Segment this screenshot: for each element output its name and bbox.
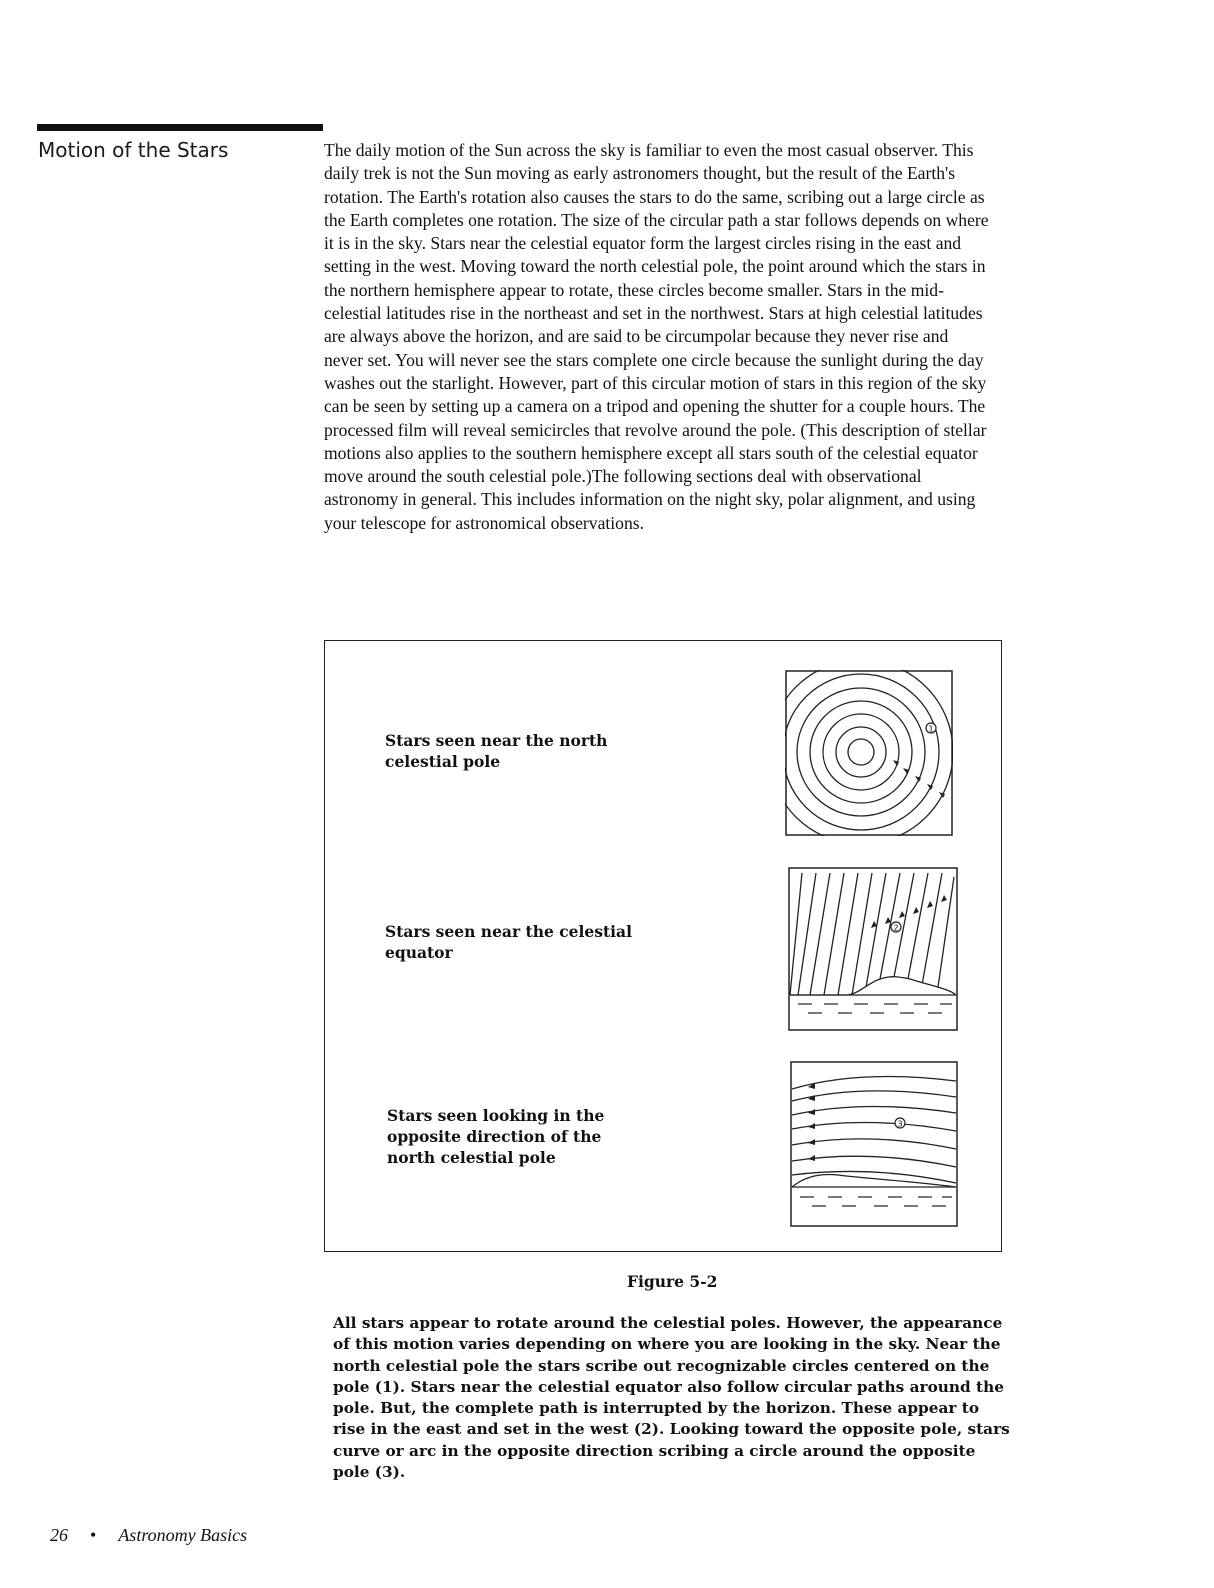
panel-caption-opposite-pole: Stars seen looking in the opposite direction of the north celestial pole — [387, 1106, 605, 1167]
panel-marker: 1 — [928, 724, 934, 734]
panel-marker: 2 — [893, 923, 899, 933]
north-pole-star-trails-illustration — [785, 670, 953, 836]
section-rule — [37, 124, 323, 131]
body-paragraph: The daily motion of the Sun across the sky is familiar to even the most casual observer. This daily trek is not the Sun moving as early astronomers thought, but the result of the Earth's rotation. The Earth's rotation also causes the stars to do the same, scribing out a large circle as the Earth completes one rotation. The size of the circular path a star follows depends on where it is in the sky. Stars near the celestial equator form the largest circles rising in the east and setting in the west. Moving toward the north celestial pole, the point around which the stars in the northern hemisphere appear to rotate, these circles become smaller. Stars in the mid-celestial latitudes rise in the northeast and set in the northwest. Stars at high celestial latitudes are always above the horizon, and are said to be circumpolar because they never rise and never set. You will never see the stars complete one circle because the sunlight during the day washes out the starlight. However, part of this circular motion of stars in this region of the sky can be seen by setting up a camera on a tripod and opening the shutter for a couple hours. The processed film will reveal semicircles that revolve around the pole. (This description of stellar motions also applies to the southern hemisphere except all stars south of the celestial equator move around the south celestial pole.)The following sections deal with observational astronomy in general. This includes information on the night sky, polar alignment, and using your telescope for astronomical observations. — [324, 140, 989, 533]
page-footer — [50, 1525, 247, 1546]
opposite-pole-star-trails-illustration — [790, 1061, 958, 1227]
book-title: Astronomy Basics — [118, 1525, 248, 1545]
figure-label: Figure 5-2 — [627, 1272, 718, 1291]
footer-separator: • — [90, 1525, 97, 1545]
page-number: 26 — [50, 1525, 68, 1545]
figure-caption: All stars appear to rotate around the celestial poles. However, the appearance of this motion varies depending on where you are looking in the sky. Near the north celestial pole the stars scribe out recognizable circles centered on the pole (1). Stars near the celestial equator also follow circular paths around the pole. But, the complete path is interrupted by the horizon. These appear to rise in the east and set in the west (2). Looking toward the opposite pole, stars curve or arc in the opposite direction scribing a circle around the opposite pole (3). — [333, 1314, 1010, 1482]
section-title: Motion of the Stars — [38, 138, 229, 162]
equator-star-trails-illustration — [788, 867, 958, 1031]
panel-caption-equator: Stars seen near the celestial equator — [385, 922, 632, 962]
panel-caption-north-pole: Stars seen near the north celestial pole — [385, 731, 608, 771]
panel-marker: 3 — [897, 1119, 903, 1129]
figure-5-2 — [324, 640, 1002, 1252]
